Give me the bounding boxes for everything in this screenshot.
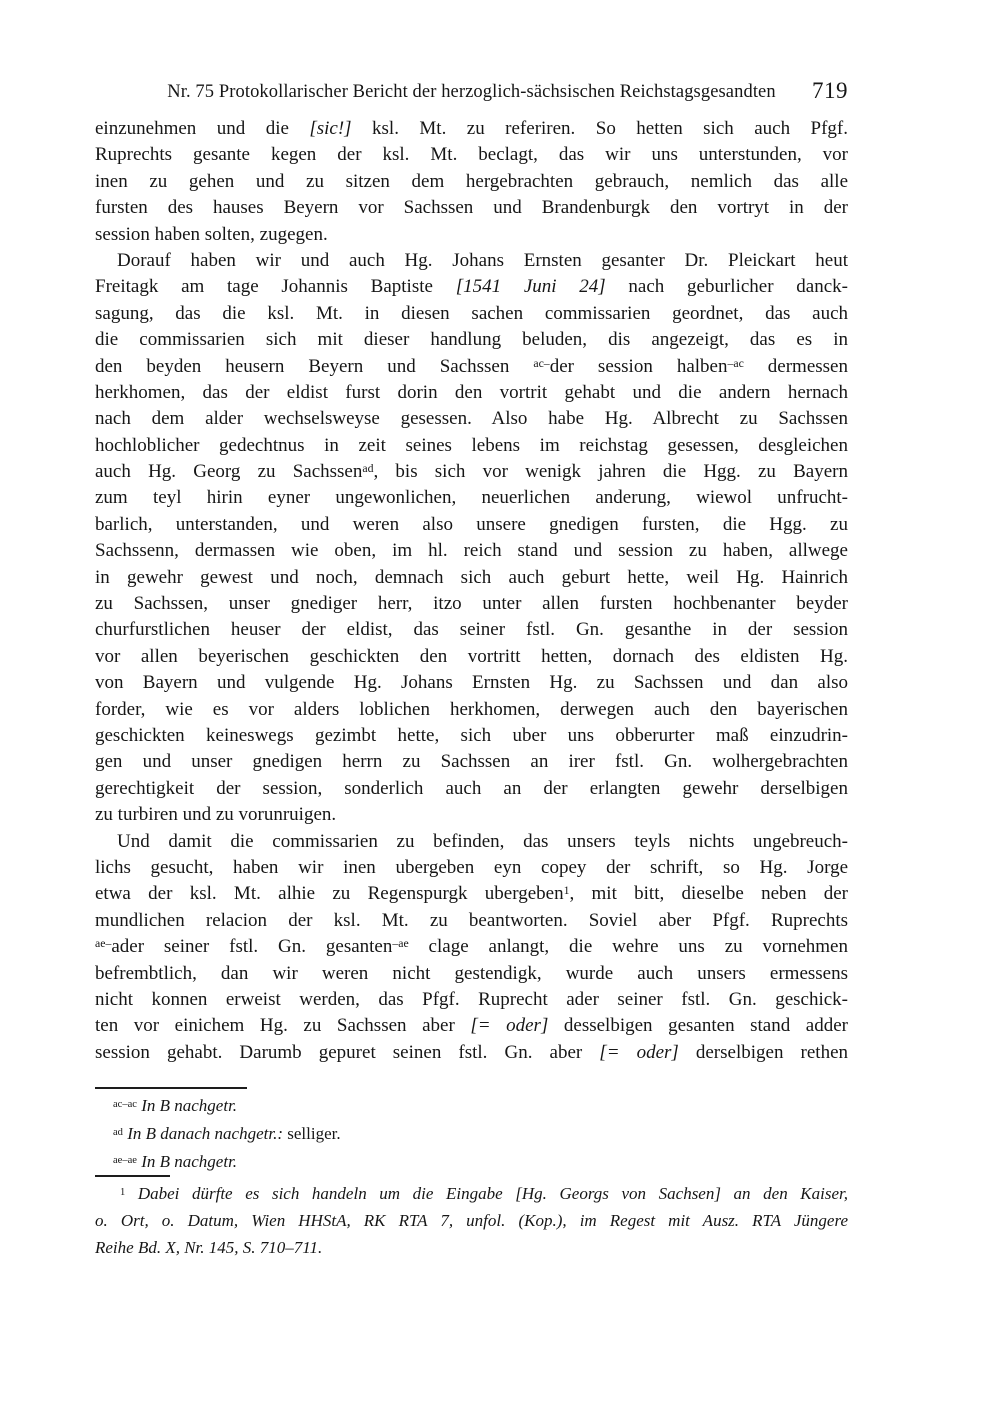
apparatus-line <box>95 1148 848 1176</box>
body-text-line <box>95 459 848 485</box>
footnote-separator-rule <box>95 1175 170 1177</box>
text-segment: einzunehmen und die <box>95 118 310 139</box>
italic-text-segment: [= oder] <box>470 1015 549 1037</box>
footnote-line <box>95 1180 848 1207</box>
body-text-line <box>95 169 848 195</box>
text-segment: selliger. <box>283 1124 341 1143</box>
footnote-line <box>95 1207 848 1234</box>
page-number: 719 <box>812 78 848 103</box>
header-title: Nr. 75 Protokollarischer Bericht der herzoglich-sächsischen Reichstagsgesandten <box>167 82 776 102</box>
body-text <box>95 116 848 1066</box>
body-text-line <box>95 195 848 221</box>
text-segment: der session halben <box>549 355 728 377</box>
body-text-line <box>95 433 848 459</box>
body-text-line <box>95 485 848 511</box>
body-text-line <box>95 222 848 248</box>
superscript-note-marker: 1 <box>563 884 570 898</box>
italic-text-segment: Dabei dürfte es sich handeln um die Eingabe [Hg. Georgs von Sachsen] an den Kaiser, <box>137 1184 848 1203</box>
text-segment: ader seiner fstl. Gn. gesanten <box>111 936 393 958</box>
apparatus-separator-rule <box>95 1087 247 1089</box>
italic-text-segment: [1541 Juni 24] <box>455 276 606 298</box>
body-text-line <box>95 934 848 960</box>
text-segment: Ruprechts gesante kegen der ksl. Mt. beclagt, das wir uns unterstunden, vor <box>95 144 848 166</box>
footnotes <box>95 1180 848 1261</box>
text-segment: clage anlangt, die wehre uns zu vornehmen <box>408 936 848 958</box>
body-text-line <box>95 565 848 591</box>
body-text-line <box>95 301 848 327</box>
text-segment: befrembtlich, dan wir weren nicht gestendigk, wurde auch unsers ermessens <box>95 962 848 984</box>
text-segment: von Bayern und vulgende Hg. Johans Ernsten Hg. zu Sachssen und dan also <box>95 672 848 694</box>
superscript-note-marker: ae– <box>95 937 112 951</box>
body-text-line <box>95 749 848 775</box>
text-segment: fursten des hauses Beyern vor Sachssen und Brandenburgk den vortryt in der <box>95 197 848 219</box>
body-text-line <box>95 380 848 406</box>
superscript-note-marker: 1 <box>120 1186 126 1198</box>
body-text-line <box>95 670 848 696</box>
text-segment: gen und unser gnedigen herrn zu Sachssen an irer fstl. Gn. wolhergebrachten <box>95 751 848 773</box>
body-text-line <box>95 644 848 670</box>
text-segment: zum teyl hirin eyner ungewonlichen, neuerlichen anderung, wiewol unfrucht- <box>95 487 848 509</box>
text-segment: nach geburlicher danck- <box>605 276 848 298</box>
text-segment: desselbigen gesanten stand adder <box>548 1015 848 1037</box>
body-text-line <box>95 327 848 353</box>
body-text-line <box>95 1040 848 1066</box>
text-segment: , mit bitt, dieselbe neben der <box>569 883 848 905</box>
body-text-line <box>95 881 848 907</box>
footnote-line <box>95 1234 848 1261</box>
body-text-line <box>95 776 848 802</box>
italic-text-segment: In B nachgetr. <box>141 1152 238 1171</box>
text-segment: inen zu gehen und zu sitzen dem hergebrachten gebrauch, nemlich das alle <box>95 170 848 192</box>
body-text-line <box>95 697 848 723</box>
text-segment: in gewehr gewest und noch, demnach sich auch geburt hette, weil Hg. Hainrich <box>95 566 848 588</box>
text-segment: Freitagk am tage Johannis Baptiste <box>95 276 456 298</box>
superscript-note-marker: ad <box>362 462 374 476</box>
text-segment: nicht konnen erweist werden, das Pfgf. Ruprecht ader seiner fstl. Gn. geschick- <box>95 988 848 1010</box>
apparatus-line <box>95 1120 848 1148</box>
running-header <box>95 78 848 112</box>
text-segment <box>125 1184 138 1203</box>
body-text-line <box>95 802 848 828</box>
text-segment: ten vor einichem Hg. zu Sachssen aber <box>95 1015 471 1037</box>
text-segment: Sachssenn, dermassen wie oben, im hl. reich stand und session zu haben, allwege <box>95 540 848 562</box>
superscript-note-marker: ac–ac <box>113 1098 137 1110</box>
text-segment: sagung, das die ksl. Mt. in diesen sachen commissarien geordnet, das auch <box>95 302 848 324</box>
text-segment: auch Hg. Georg zu Sachssen <box>95 461 363 483</box>
text-segment: etwa der ksl. Mt. alhie zu Regenspurgk ubergeben <box>95 883 564 905</box>
text-segment: mundlichen relacion der ksl. Mt. zu beantworten. Soviel aber Pfgf. Ruprechts <box>95 909 848 931</box>
text-segment: gerechtigkeit der session, sonderlich auch an der erlangten gewehr derselbigen <box>95 777 848 799</box>
body-text-line <box>95 354 848 380</box>
body-text-line <box>95 829 848 855</box>
text-segment: herkhomen, das der eldist furst dorin den vortrit gehabt und die andern hernach <box>95 381 848 403</box>
italic-text-segment: o. Ort, o. Datum, Wien HHStA, RK RTA 7, unfol. (Kop.), im Regest mit Ausz. RTA Jüngere <box>95 1211 848 1230</box>
superscript-note-marker: ae–ae <box>113 1154 137 1166</box>
apparatus-line <box>95 1092 848 1120</box>
text-segment: forder, wie es vor alders loblichen herkhomen, derwegen auch den bayerischen <box>95 698 848 720</box>
superscript-note-marker: –ac <box>727 356 744 370</box>
text-segment: , bis sich vor wenigk jahren die Hgg. zu Bayern <box>373 461 848 483</box>
text-segment: churfurstlichen heuser der eldist, das seiner fstl. Gn. gesanthe in der session <box>95 619 848 641</box>
body-text-line <box>95 116 848 142</box>
text-segment: ksl. Mt. zu referiren. So hetten sich auch Pfgf. <box>351 118 848 139</box>
text-segment: zu turbiren und zu vorunruigen. <box>95 804 337 826</box>
critical-apparatus <box>95 1092 848 1176</box>
text-segment: dermessen <box>743 355 848 377</box>
body-text-line <box>95 512 848 538</box>
text-segment: derselbigen rethen <box>678 1041 848 1063</box>
italic-text-segment: Reihe Bd. X, Nr. 145, S. 710–711. <box>95 1238 323 1257</box>
italic-text-segment: In B nachgetr. <box>141 1096 238 1115</box>
text-segment: hochloblicher gedechtnus in zeit seines lebens im reichstag gesessen, desgleichen <box>95 434 848 456</box>
text-segment: geschickten keineswegs gezimbt hette, sich uber uns obberurter maß einzudrin- <box>95 724 848 746</box>
body-text-line <box>95 987 848 1013</box>
text-segment: Und damit die commissarien zu befinden, das unsers teyls nichts ungebreuch- <box>117 830 848 852</box>
body-text-line <box>95 855 848 881</box>
body-text-line <box>95 961 848 987</box>
body-text-line <box>95 406 848 432</box>
text-segment: zu Sachssen, unser gnediger herr, itzo unter allen fursten hochbenanter beyder <box>95 593 848 615</box>
superscript-note-marker: –ae <box>392 937 409 951</box>
text-segment: barlich, unterstanden, und weren also unsere gnedigen fursten, die Hgg. zu <box>95 513 848 535</box>
superscript-note-marker: ac– <box>533 356 550 370</box>
text-segment: vor allen beyerischen geschickten den vortritt hetten, dornach des eldisten Hg. <box>95 645 848 667</box>
body-text-line <box>95 908 848 934</box>
text-segment: session gehabt. Darumb gepuret seinen fstl. Gn. aber <box>95 1041 600 1063</box>
text-segment: lichs gesucht, haben wir inen ubergeben eyn copey der schrift, so Hg. Jorge <box>95 856 848 878</box>
text-segment: die commissarien sich mit dieser handlung beluden, dis angezeigt, das es in <box>95 329 848 351</box>
body-text-line <box>95 538 848 564</box>
italic-text-segment: [sic!] <box>309 118 352 139</box>
body-text-line <box>95 274 848 300</box>
italic-text-segment: In B danach nachgetr.: <box>127 1124 284 1143</box>
text-segment: nach dem alder wechselsweyse gesessen. Also habe Hg. Albrecht zu Sachssen <box>95 408 848 430</box>
italic-text-segment: [= oder] <box>599 1041 679 1063</box>
text-segment: session haben solten, zugegen. <box>95 223 328 245</box>
body-text-line <box>95 248 848 274</box>
superscript-note-marker: ad <box>113 1126 123 1138</box>
body-text-line <box>95 723 848 749</box>
body-text-line <box>95 1013 848 1039</box>
body-text-line <box>95 617 848 643</box>
body-text-line <box>95 591 848 617</box>
text-segment: den beyden heusern Beyern und Sachssen <box>95 355 534 377</box>
body-text-line <box>95 142 848 168</box>
text-segment: Dorauf haben wir und auch Hg. Johans Ernsten gesanter Dr. Pleickart heut <box>117 249 848 271</box>
